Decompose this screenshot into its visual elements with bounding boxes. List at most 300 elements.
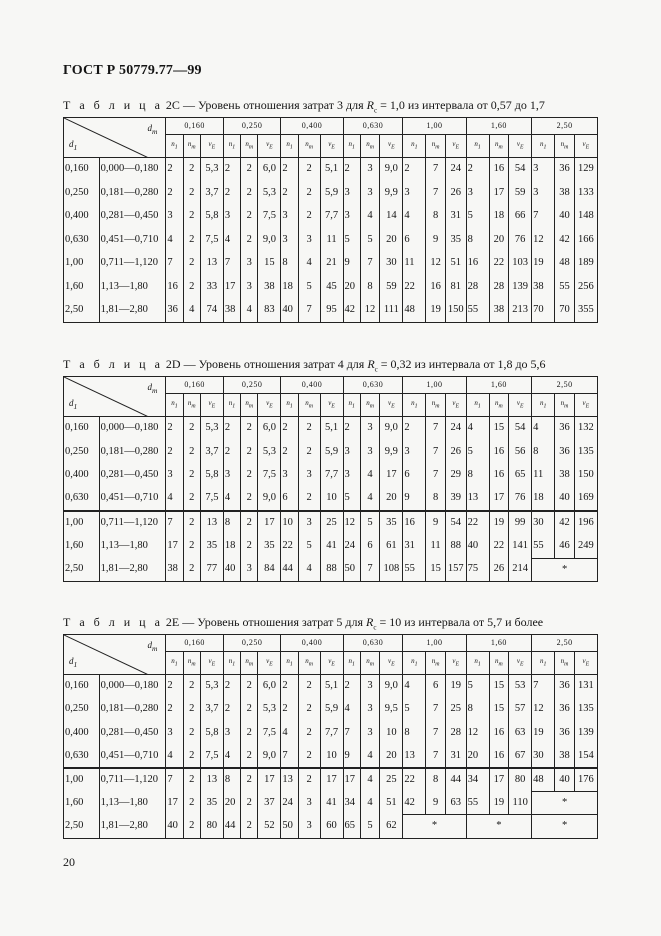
data-cell: 35 <box>200 791 223 814</box>
data-cell: 355 <box>574 299 597 323</box>
group-header: 0,250 <box>223 377 281 394</box>
subheader-cell <box>241 652 258 675</box>
data-cell: 11 <box>320 228 343 252</box>
group-header: 0,630 <box>343 377 403 394</box>
data-cell: 2 <box>241 534 258 558</box>
data-cell: 6 <box>360 534 380 558</box>
group-header: 0,400 <box>281 118 343 135</box>
row-label-d1: 0,160 <box>64 158 100 182</box>
data-cell: 17 <box>489 181 509 205</box>
data-cell: 74 <box>200 299 223 323</box>
subheader-symbol: $\nu_E$ <box>452 398 460 410</box>
data-cell: 31 <box>445 205 466 229</box>
subheader-symbol: $n_1$ <box>348 398 355 410</box>
group-header: 1,60 <box>466 377 532 394</box>
data-cell: 5,3 <box>200 417 223 441</box>
row-label-range: 0,451—0,710 <box>99 228 166 252</box>
subheader-cell <box>574 135 597 158</box>
data-cell: 33 <box>200 275 223 299</box>
data-cell: 31 <box>445 745 466 768</box>
subheader-cell <box>320 394 343 417</box>
data-cell: 5,8 <box>200 205 223 229</box>
data-cell: 2 <box>183 721 200 744</box>
data-cell: 12 <box>426 252 446 276</box>
data-cell: 42 <box>555 228 575 252</box>
data-cell: 22 <box>403 275 426 299</box>
data-cell: 41 <box>320 534 343 558</box>
data-cell: 70 <box>532 299 555 323</box>
data-cell: 24 <box>445 417 466 441</box>
data-cell: 4 <box>360 487 380 511</box>
table-id: 2С <box>165 98 180 112</box>
subheader-cell <box>466 394 489 417</box>
data-cell: 7 <box>426 181 446 205</box>
data-cell: 5,9 <box>320 181 343 205</box>
data-cell: 8 <box>360 275 380 299</box>
subheader-cell <box>509 394 532 417</box>
caption-text: — Уровень отношения затрат 5 для <box>182 615 363 629</box>
data-cell: 15 <box>426 558 446 582</box>
table-row <box>64 721 598 744</box>
row-label-range: 1,81—2,80 <box>99 815 166 838</box>
subheader-cell <box>258 394 281 417</box>
data-cell: 9,9 <box>380 181 403 205</box>
data-cell: 4 <box>298 558 320 582</box>
data-cell: 36 <box>166 299 183 323</box>
data-cell: 5 <box>466 675 489 698</box>
data-cell: 16 <box>489 158 509 182</box>
data-cell: 7,7 <box>320 721 343 744</box>
data-cell: 25 <box>445 698 466 721</box>
data-cell: 3 <box>360 721 380 744</box>
data-cell: 16 <box>426 275 446 299</box>
data-cell: 9,5 <box>380 698 403 721</box>
data-cell: 4 <box>360 745 380 768</box>
data-cell: 3 <box>298 464 320 488</box>
data-cell: 2 <box>241 511 258 535</box>
data-cell: 16 <box>403 511 426 535</box>
row-label-range: 0,000—0,180 <box>99 158 166 182</box>
data-cell: 7 <box>426 745 446 768</box>
row-label-d1: 0,630 <box>64 745 100 768</box>
data-cell: 108 <box>380 558 403 582</box>
subheader-cell <box>532 394 555 417</box>
subheader-cell <box>445 652 466 675</box>
data-cell: 17 <box>320 768 343 791</box>
data-cell: 28 <box>466 275 489 299</box>
data-cell: 9 <box>343 745 360 768</box>
subheader-symbol: $n_1$ <box>474 656 481 668</box>
data-cell: 2 <box>223 181 240 205</box>
subheader-cell <box>489 135 509 158</box>
header-row <box>64 635 598 652</box>
data-cell: 19 <box>489 511 509 535</box>
data-cell: 2 <box>241 158 258 182</box>
data-cell: 4 <box>166 228 183 252</box>
data-cell: 3 <box>403 440 426 464</box>
data-cell: 103 <box>509 252 532 276</box>
subheader-cell <box>166 394 183 417</box>
data-cell: 40 <box>223 558 240 582</box>
data-cell: 24 <box>281 791 298 814</box>
data-cell: 42 <box>403 791 426 814</box>
data-cell: 5 <box>466 440 489 464</box>
data-cell: 54 <box>509 158 532 182</box>
data-cell: 88 <box>445 534 466 558</box>
data-cell: 20 <box>489 228 509 252</box>
data-cell: 26 <box>489 558 509 582</box>
subheader-symbol: $\nu_E$ <box>388 398 395 410</box>
data-cell: 148 <box>574 205 597 229</box>
star-cell: * <box>403 815 466 838</box>
data-cell: 19 <box>532 252 555 276</box>
data-cell: 8 <box>223 511 240 535</box>
data-cell: 132 <box>574 417 597 441</box>
subheader-cell <box>360 394 380 417</box>
subheader-cell <box>223 394 240 417</box>
d1-symbol: $d_1$ <box>69 138 78 152</box>
data-cell: 70 <box>555 299 575 323</box>
data-cell: 42 <box>343 299 360 323</box>
subheader-symbol: $n_1$ <box>348 656 355 668</box>
data-cell: 2 <box>183 464 200 488</box>
subheader-symbol: $n_1$ <box>474 398 481 410</box>
data-cell: 76 <box>509 228 532 252</box>
data-cell: 7 <box>360 558 380 582</box>
subheader-symbol: $\nu_E$ <box>328 656 335 668</box>
row-label-range: 0,281—0,450 <box>99 205 166 229</box>
data-cell: 9,0 <box>380 158 403 182</box>
data-cell: 3 <box>343 440 360 464</box>
data-cell: 2 <box>281 158 298 182</box>
data-cell: 2 <box>241 791 258 814</box>
data-cell: 7,5 <box>200 228 223 252</box>
data-cell: 150 <box>445 299 466 323</box>
data-cell: 40 <box>555 205 575 229</box>
subheader-symbol: $n_т$ <box>495 656 503 668</box>
subheader-symbol: $n_т$ <box>560 139 569 151</box>
group-header: 0,160 <box>166 377 224 394</box>
table-id: 2D <box>165 357 181 371</box>
data-cell: 4 <box>403 675 426 698</box>
data-cell: 36 <box>555 675 575 698</box>
group-header: 1,00 <box>403 635 466 652</box>
data-cell: 7,7 <box>320 464 343 488</box>
data-cell: 22 <box>466 511 489 535</box>
subheader-cell <box>489 652 509 675</box>
data-cell: 2 <box>183 275 200 299</box>
subheader-cell <box>343 652 360 675</box>
subheader-symbol: $n_т$ <box>187 656 196 668</box>
data-cell: 2 <box>298 745 320 768</box>
data-cell: 31 <box>403 534 426 558</box>
data-cell: 7 <box>360 252 380 276</box>
data-cell: 22 <box>403 768 426 791</box>
table-row <box>64 417 598 441</box>
data-cell: 5,9 <box>320 698 343 721</box>
data-cell: 16 <box>489 440 509 464</box>
data-cell: 16 <box>166 275 183 299</box>
subheader-cell <box>426 394 446 417</box>
data-cell: 3 <box>241 558 258 582</box>
data-cell: 51 <box>380 791 403 814</box>
subheader-symbol: $n_т$ <box>431 656 440 668</box>
subheader-cell <box>574 394 597 417</box>
data-cell: 7,5 <box>258 721 281 744</box>
data-cell: 2 <box>183 768 200 791</box>
group-header: 1,60 <box>466 118 532 135</box>
data-cell: 6 <box>281 487 298 511</box>
data-cell: 18 <box>532 487 555 511</box>
row-label-d1: 1,00 <box>64 768 100 791</box>
data-cell: 62 <box>380 815 403 838</box>
data-cell: 15 <box>258 252 281 276</box>
data-cell: 95 <box>320 299 343 323</box>
data-cell: 16 <box>489 721 509 744</box>
data-cell: 3 <box>166 721 183 744</box>
subheader-symbol: $n_т$ <box>366 398 374 410</box>
data-cell: 166 <box>574 228 597 252</box>
subheader-cell <box>403 394 426 417</box>
data-cell: 7 <box>426 464 446 488</box>
table-row <box>64 275 598 299</box>
data-cell: 65 <box>343 815 360 838</box>
data-cell: 11 <box>532 464 555 488</box>
subheader-symbol: $n_т$ <box>187 398 196 410</box>
data-cell: 2 <box>281 698 298 721</box>
group-header: 1,60 <box>466 635 532 652</box>
data-cell: 3 <box>298 228 320 252</box>
data-cell: 60 <box>320 815 343 838</box>
data-cell: 4 <box>360 464 380 488</box>
row-label-range: 0,181—0,280 <box>99 698 166 721</box>
subheader-cell <box>509 135 532 158</box>
data-cell: 34 <box>343 791 360 814</box>
subheader-symbol: $\nu_E$ <box>582 139 590 151</box>
data-cell: 38 <box>166 558 183 582</box>
data-cell: 2 <box>241 675 258 698</box>
data-cell: 7 <box>426 158 446 182</box>
subheader-cell <box>426 652 446 675</box>
data-cell: 7,5 <box>258 464 281 488</box>
data-cell: 3 <box>281 228 298 252</box>
data-cell: 36 <box>555 698 575 721</box>
subheader-cell <box>555 652 575 675</box>
row-label-range: 1,81—2,80 <box>99 558 166 582</box>
data-cell: 3 <box>223 721 240 744</box>
data-cell: 16 <box>489 464 509 488</box>
subheader-cell <box>166 135 183 158</box>
subheader-cell <box>380 394 403 417</box>
data-cell: 3 <box>166 205 183 229</box>
data-cell: 5 <box>343 228 360 252</box>
data-cell: 53 <box>509 675 532 698</box>
data-cell: 99 <box>509 511 532 535</box>
data-cell: 5 <box>360 815 380 838</box>
data-cell: 63 <box>445 791 466 814</box>
data-cell: 2 <box>183 228 200 252</box>
subheader-cell <box>555 135 575 158</box>
subheader-cell <box>445 394 466 417</box>
subheader-symbol: $n_1$ <box>539 656 547 668</box>
data-cell: 48 <box>403 299 426 323</box>
subheader-cell <box>360 135 380 158</box>
data-cell: 2 <box>281 417 298 441</box>
subheader-symbol: $n_т$ <box>245 139 254 151</box>
data-cell: 44 <box>445 768 466 791</box>
subheader-cell <box>200 135 223 158</box>
data-cell: 63 <box>509 721 532 744</box>
data-cell: 17 <box>258 768 281 791</box>
subheader-symbol: $\nu_E$ <box>328 398 335 410</box>
data-cell: 15 <box>489 698 509 721</box>
data-cell: 17 <box>380 464 403 488</box>
data-cell: 18 <box>489 205 509 229</box>
dt-symbol: $d_т$ <box>147 123 158 136</box>
subheader-symbol: $\nu_E$ <box>516 398 524 410</box>
data-cell: 2 <box>298 698 320 721</box>
data-cell: 5 <box>298 275 320 299</box>
data-cell: 9 <box>343 252 360 276</box>
data-cell: 2 <box>466 158 489 182</box>
data-cell: 7,5 <box>258 205 281 229</box>
data-cell: 36 <box>555 417 575 441</box>
table-2D <box>63 376 598 582</box>
subheader-cell <box>532 652 555 675</box>
data-cell: 55 <box>532 534 555 558</box>
table-row <box>64 815 598 838</box>
table-caption-2D <box>63 357 546 373</box>
data-cell: 13 <box>403 745 426 768</box>
data-cell: 2 <box>223 440 240 464</box>
data-cell: 17 <box>258 511 281 535</box>
table-caption-2E <box>63 615 543 631</box>
document-title: ГОСТ Р 50779.77—99 <box>63 63 202 78</box>
data-cell: 8 <box>426 487 446 511</box>
subheader-symbol: $\nu_E$ <box>388 139 395 151</box>
subheader-symbol: $n_1$ <box>539 398 547 410</box>
table-row <box>64 299 598 323</box>
subheader-symbol: $n_т$ <box>366 139 374 151</box>
data-cell: 2 <box>183 745 200 768</box>
data-cell: 38 <box>555 464 575 488</box>
data-cell: 81 <box>445 275 466 299</box>
data-cell: 55 <box>466 299 489 323</box>
data-cell: 35 <box>445 228 466 252</box>
data-cell: 8 <box>426 768 446 791</box>
data-cell: 44 <box>223 815 240 838</box>
data-cell: 55 <box>555 275 575 299</box>
data-cell: 13 <box>200 768 223 791</box>
header-row <box>64 377 598 394</box>
data-cell: 12 <box>466 721 489 744</box>
data-cell: 55 <box>466 791 489 814</box>
row-label-range: 0,000—0,180 <box>99 675 166 698</box>
data-cell: 9,0 <box>258 487 281 511</box>
subheader-cell <box>298 135 320 158</box>
dt-symbol: $d_т$ <box>147 382 158 395</box>
data-cell: 8 <box>466 464 489 488</box>
data-cell: 22 <box>489 534 509 558</box>
data-cell: 2 <box>183 181 200 205</box>
table-row <box>64 181 598 205</box>
group-header: 0,400 <box>281 635 343 652</box>
data-cell: 21 <box>320 252 343 276</box>
row-label-d1: 0,160 <box>64 417 100 441</box>
subheader-cell <box>343 394 360 417</box>
data-cell: 2 <box>298 417 320 441</box>
data-cell: 13 <box>200 252 223 276</box>
row-label-d1: 0,400 <box>64 205 100 229</box>
data-cell: 16 <box>466 252 489 276</box>
subheader-symbol: $n_т$ <box>560 398 569 410</box>
data-cell: 30 <box>532 745 555 768</box>
data-cell: 2 <box>298 675 320 698</box>
data-cell: 3 <box>223 464 240 488</box>
data-cell: 77 <box>200 558 223 582</box>
data-cell: 2 <box>343 158 360 182</box>
subheader-symbol: $n_1$ <box>411 398 418 410</box>
caption-range: = 10 из интервала от 5,7 и более <box>379 615 544 629</box>
subheader-symbol: $\nu_E$ <box>452 656 460 668</box>
row-label-range: 0,711—1,120 <box>99 511 166 535</box>
star-cell: * <box>466 815 532 838</box>
data-cell: 249 <box>574 534 597 558</box>
data-cell: 135 <box>574 440 597 464</box>
subheader-symbol: $\nu_E$ <box>208 656 216 668</box>
data-cell: 139 <box>509 275 532 299</box>
row-label-d1: 0,250 <box>64 181 100 205</box>
table-row <box>64 487 598 511</box>
data-cell: 2 <box>183 205 200 229</box>
subheader-symbol: $n_1$ <box>171 656 178 668</box>
data-cell: 5,3 <box>258 181 281 205</box>
data-cell: 38 <box>223 299 240 323</box>
data-cell: 5,3 <box>258 440 281 464</box>
data-cell: 12 <box>532 228 555 252</box>
group-header: 0,160 <box>166 118 224 135</box>
data-cell: 10 <box>281 511 298 535</box>
data-cell: 2 <box>183 558 200 582</box>
data-cell: 3 <box>281 205 298 229</box>
subheader-symbol: $\nu_E$ <box>388 656 395 668</box>
data-cell: 51 <box>445 252 466 276</box>
data-cell: 42 <box>555 511 575 535</box>
data-cell: 196 <box>574 511 597 535</box>
data-cell: 4 <box>241 299 258 323</box>
subheader-symbol: $n_т$ <box>305 139 313 151</box>
data-cell: 19 <box>426 299 446 323</box>
subheader-cell <box>298 652 320 675</box>
data-cell: 7 <box>281 745 298 768</box>
data-cell: 20 <box>466 745 489 768</box>
subheader-symbol: $\nu_E$ <box>452 139 460 151</box>
group-header: 0,630 <box>343 635 403 652</box>
data-cell: 56 <box>509 440 532 464</box>
data-cell: 2 <box>166 698 183 721</box>
data-cell: 13 <box>281 768 298 791</box>
data-cell: 38 <box>489 299 509 323</box>
data-cell: 2 <box>166 440 183 464</box>
data-cell: 38 <box>532 275 555 299</box>
data-cell: 5,3 <box>258 698 281 721</box>
data-cell: 29 <box>445 464 466 488</box>
caption-range: = 1,0 из интервала от 0,57 до 1,7 <box>380 98 545 112</box>
data-cell: 12 <box>532 698 555 721</box>
group-header: 2,50 <box>532 118 598 135</box>
table-row <box>64 511 598 535</box>
data-cell: 20 <box>343 275 360 299</box>
